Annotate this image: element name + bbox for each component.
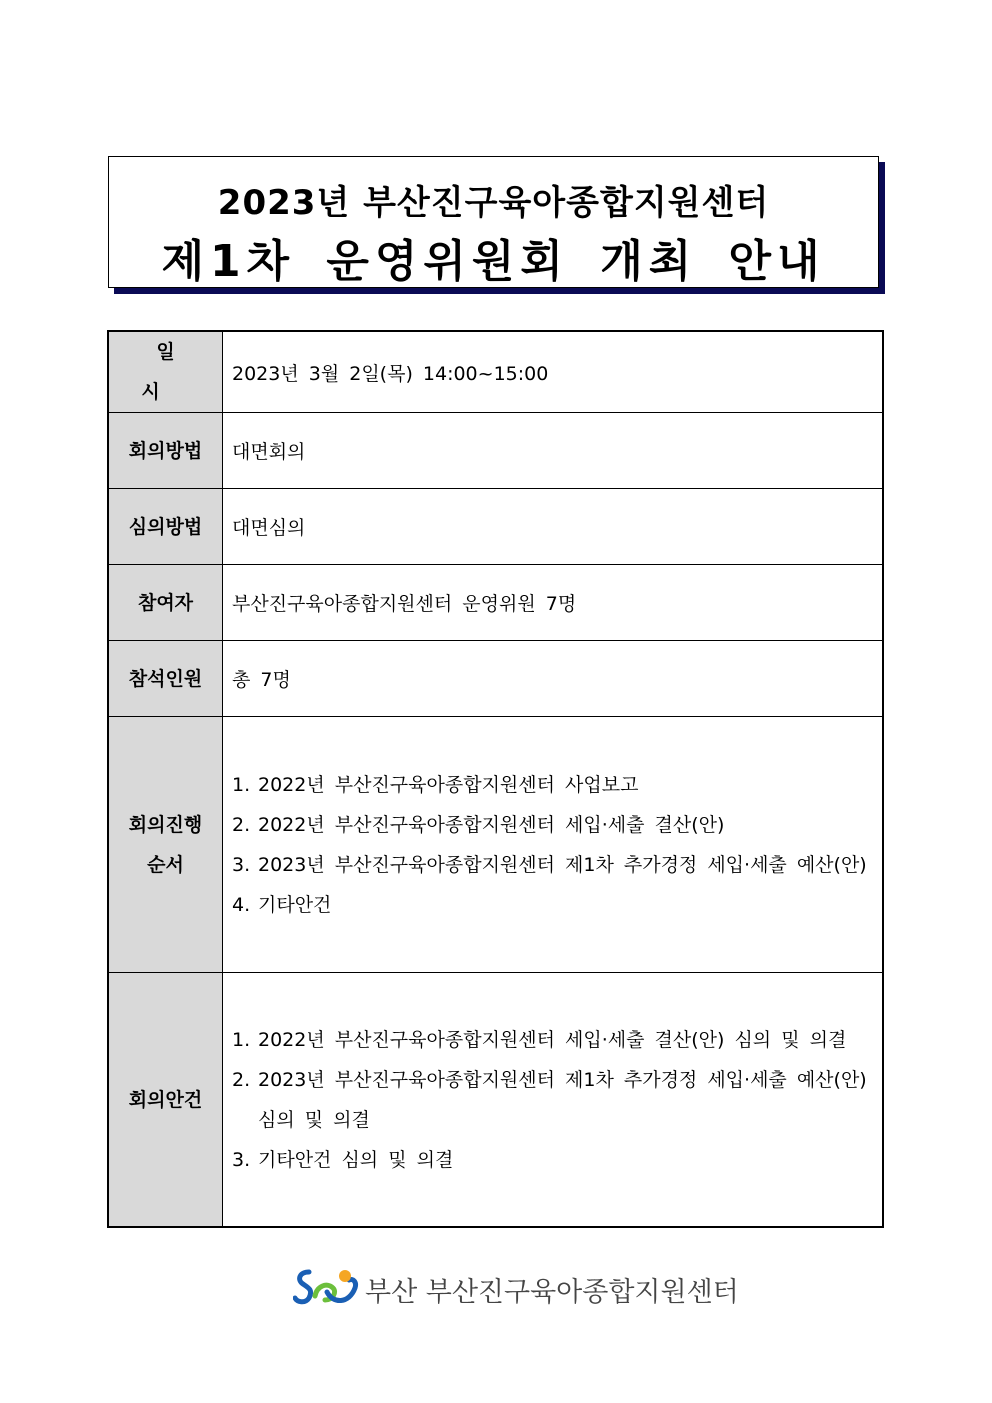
footer-org-name: 부산 부산진구육아종합지원센터 [365, 1277, 739, 1308]
row-label-attendance: 참석인원 [108, 641, 223, 717]
title-line-1: 2023년 부산진구육아종합지원센터 [217, 183, 770, 223]
row-label-datetime: 일 시 [108, 331, 223, 413]
row-value-agenda-order [223, 717, 884, 973]
agenda-order-list [232, 765, 882, 925]
agenda-order-label-line-2: 순서 [147, 853, 184, 876]
footer [293, 1266, 739, 1310]
row-label-agenda-order [108, 717, 223, 973]
list-item: 4. 기타안건 [232, 893, 332, 916]
table-row [108, 489, 883, 565]
info-table [107, 330, 884, 1228]
row-value-agenda-items [223, 973, 884, 1228]
table-row [108, 331, 883, 413]
title-line-2: 제1차 운영위원회 개최 안내 [161, 236, 826, 287]
busan-city-logo-icon [293, 1266, 359, 1310]
row-value-review-method: 대면심의 [223, 489, 884, 565]
table-row [108, 641, 883, 717]
agenda-order-label-line-1: 회의진행 [128, 813, 203, 836]
table-row [108, 565, 883, 641]
row-value-participants: 부산진구육아종합지원센터 운영위원 7명 [223, 565, 884, 641]
row-label-agenda-items: 회의안건 [108, 973, 223, 1228]
list-item: 2. 2023년 부산진구육아종합지원센터 제1차 추가경정 세입·세출 예산(안) 심의 및 의결 [232, 1068, 867, 1131]
list-item: 2. 2022년 부산진구육아종합지원센터 세입·세출 결산(안) [232, 813, 725, 836]
list-item: 1. 2022년 부산진구육아종합지원센터 세입·세출 결산(안) 심의 및 의결 [232, 1028, 847, 1051]
table-row [108, 717, 883, 973]
row-label-review-method: 심의방법 [108, 489, 223, 565]
list-item: 1. 2022년 부산진구육아종합지원센터 사업보고 [232, 773, 639, 796]
row-value-attendance: 총 7명 [223, 641, 884, 717]
list-item: 3. 2023년 부산진구육아종합지원센터 제1차 추가경정 세입·세출 예산(안) [232, 853, 867, 876]
row-label-meeting-method: 회의방법 [108, 413, 223, 489]
row-value-datetime: 2023년 3월 2일(목) 14:00~15:00 [223, 331, 884, 413]
row-label-participants: 참여자 [108, 565, 223, 641]
title-box [108, 156, 879, 288]
table-row [108, 973, 883, 1228]
row-value-meeting-method: 대면회의 [223, 413, 884, 489]
table-row [108, 413, 883, 489]
list-item: 3. 기타안건 심의 및 의결 [232, 1148, 454, 1171]
agenda-items-list [232, 1020, 882, 1180]
